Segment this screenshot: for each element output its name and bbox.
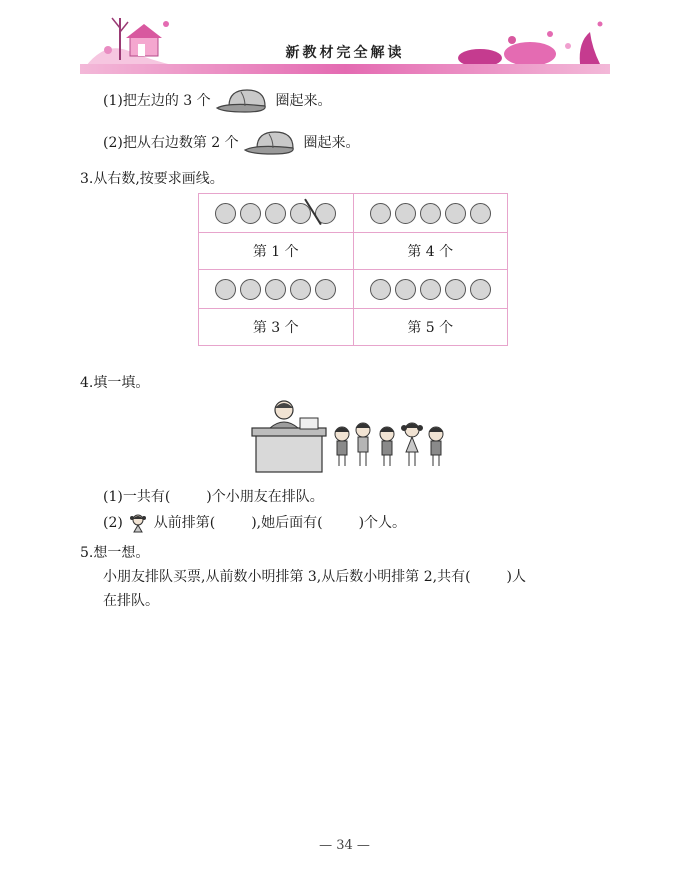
circle-icon (470, 279, 491, 300)
circle-cell (353, 194, 508, 233)
circle-icon (315, 279, 336, 300)
q4-item-1-text: (1)一共有( (103, 489, 171, 505)
cell-label: 第 1 个 (199, 233, 354, 270)
q4-item-2-text-1: 从前排第( (153, 515, 216, 531)
ticket-queue-illustration (250, 398, 450, 476)
circle-icon (215, 203, 236, 224)
circle-row (368, 203, 493, 224)
q3-title: 3.从右数,按要求画线。 (80, 171, 224, 187)
circle-cell (353, 270, 508, 309)
circle-icon (470, 203, 491, 224)
circle-icon (265, 203, 286, 224)
q5-line-1-text: 小朋友排队买票,从前数小明排第 3,从后数小明排第 2,共有( (103, 569, 471, 585)
circle-icon (370, 203, 391, 224)
circle-icon (445, 203, 466, 224)
circle-icon (420, 203, 441, 224)
circle-icon (240, 279, 261, 300)
header-title: 新教材完全解读 (285, 45, 405, 61)
q2-item-2-text-end: 圈起来。 (303, 135, 360, 151)
q2-item-1-text-end: 圈起来。 (275, 93, 332, 109)
q4-item-2-number: (2) (103, 515, 123, 531)
q4-item-1-text-end: )个小朋友在排队。 (206, 489, 324, 505)
q5-line-1-text-end: )人 (506, 569, 526, 585)
circle-icon (445, 279, 466, 300)
circle-icon (215, 279, 236, 300)
header-band (80, 64, 610, 74)
circle-icon (290, 279, 311, 300)
cell-label: 第 3 个 (199, 309, 354, 346)
q4-item-2-text-2: ),她后面有( (251, 515, 323, 531)
q2-item-1 (103, 88, 332, 114)
q2-item-1-text: (1)把左边的 3 个 (103, 93, 211, 109)
q3-circle-table (198, 193, 508, 346)
circle-row (213, 279, 338, 300)
circle-cell (199, 194, 354, 233)
cell-label: 第 4 个 (353, 233, 508, 270)
circle-icon (370, 279, 391, 300)
q5-title: 5.想一想。 (80, 545, 150, 561)
cap-icon (243, 130, 299, 156)
cap-icon (215, 88, 271, 114)
circle-row (213, 203, 338, 224)
circle-cell (199, 270, 354, 309)
q4-title: 4.填一填。 (80, 375, 150, 391)
circle-icon (420, 279, 441, 300)
circle-row (368, 279, 493, 300)
page-header (80, 10, 610, 76)
page-number: — 34 — (319, 838, 370, 853)
q4-item-1 (103, 486, 324, 506)
q2-item-2-text: (2)把从右边数第 2 个 (103, 135, 239, 151)
q4-item-2 (103, 512, 406, 533)
circle-icon (265, 279, 286, 300)
circle-icon (240, 203, 261, 224)
q5-line-2: 在排队。 (103, 593, 159, 609)
q2-item-2 (103, 130, 360, 156)
q5-line-1 (103, 566, 526, 586)
cell-label: 第 5 个 (353, 309, 508, 346)
circle-icon (395, 203, 416, 224)
girl-icon (129, 513, 147, 533)
q4-item-2-text-3: )个人。 (358, 515, 407, 531)
circle-icon (395, 279, 416, 300)
